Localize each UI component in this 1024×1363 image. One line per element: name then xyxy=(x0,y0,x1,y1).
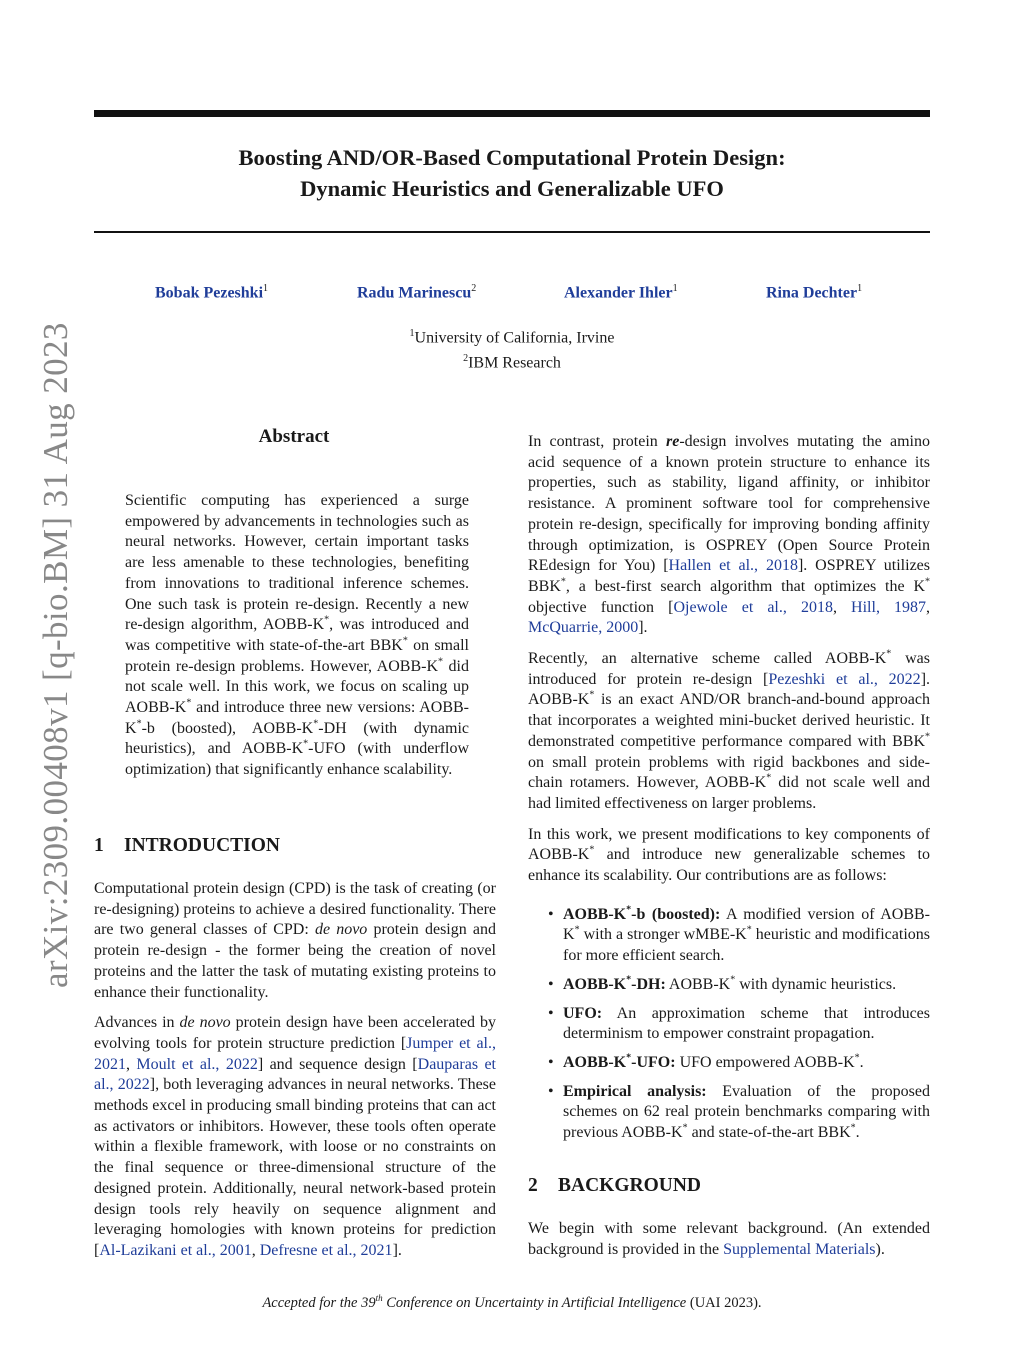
citation-al-lazikani[interactable]: Al-Lazikani et al., 2001 xyxy=(99,1241,252,1259)
intro-paragraph-1: Computational protein design (CPD) is the task of creating (or re-designing) proteins to achieve a desired functionality. There are two general classes of CPD: de novo protein design and protein re-design - the former being the creation of novel proteins and the latter the task of mutating existing proteins to enhance their functionality. xyxy=(94,880,497,1001)
author-dechter[interactable]: Rina Dechter$^1$ xyxy=(766,283,863,302)
author-ihler[interactable]: Alexander Ihler$^1$ xyxy=(564,283,678,302)
citation-hill[interactable]: Hill, 1987 xyxy=(851,598,927,616)
contributions-intro: In this work, we present modifications to key components of AOBB-K* and introduce new generalizable schemes to enhance its scalability. Our contributions are as follows: xyxy=(528,825,930,885)
citation-pezeshki[interactable]: Pezeshki et al., 2022 xyxy=(768,670,921,688)
affiliation-1: $^1$University of California, Irvine xyxy=(409,328,615,347)
author-pezeshki[interactable]: Bobak Pezeshki$^1$ xyxy=(155,283,269,302)
supplemental-materials-link[interactable]: Supplemental Materials xyxy=(723,1240,876,1258)
redesign-paragraph: In contrast, protein re-design involves mutating the amino acid sequence of a known protein structure to enhance its properties, such as stability, ligand affinity, or inhibitor resistance. A prominent software tool for comprehensive protein re-design, specifically for improving bonding affinity through optimization, is OSPREY (Open Source Protein REdesign for You) [Hallen et al., 2018]. OSPREY utilizes BBK*, a best-first search algorithm that optimizes the K* objective function [Ojewole et al., 2018, Hill, 1987, McQuarrie, 2000]. xyxy=(528,433,931,637)
conference-footer: Accepted for the 39th Conference on Uncertainty in Artificial Intelligence (UAI 2023). xyxy=(262,1293,762,1311)
abstract-body xyxy=(125,491,469,791)
arxiv-identifier: arXiv:2309.00408v1 [q-bio.BM] 31 Aug 2023 xyxy=(36,322,75,988)
abstract-text: Scientific computing has experienced a surge empowered by advancements in technologies such as neural networks. However, certain important tasks are less amenable to these technologies, benefiting from innovations to traditional inference schemes. One such task is protein re-design. Recently a new re-design algorithm, AOBB-K*, was introduced and was competitive with state-of-the-art BBK* on small protein re-design problems. However, AOBB-K* did not scale well. In this work, we focus on scaling up AOBB-K* and introduce three new versions: AOBB-K*-b (boosted), AOBB-K*-DH (with dynamic heuristics), and AOBB-K*-UFO (with underflow optimization) that significantly enhance scalability. xyxy=(125,492,469,779)
abstract-heading: Abstract xyxy=(258,426,330,447)
section-2-heading: 2 BACKGROUND xyxy=(528,1175,702,1196)
contribution-list xyxy=(528,905,930,1144)
paper-title xyxy=(94,142,930,204)
top-rule xyxy=(94,110,930,117)
citation-ojewole[interactable]: Ojewole et al., 2018 xyxy=(673,598,833,616)
background-paragraph: We begin with some relevant background. (An extended background is provided in the Supplemental Materials). xyxy=(528,1220,930,1258)
left-column-body xyxy=(94,879,496,1272)
author-marinescu[interactable]: Radu Marinescu$^2$ xyxy=(357,283,477,302)
contribution-item: • AOBB-K*-DH: AOBB-K* with dynamic heuristics. xyxy=(528,975,930,996)
aobbk-paragraph: Recently, an alternative scheme called AOBB-K* was introduced for protein re-design [Pezeshki et al., 2022]. AOBB-K* is an exact AND/OR branch-and-bound approach that incorporates a weighted mini-bucket derived heuristic. It demonstrated competitive performance compared with BBK* on small protein problems with rigid backbones and side-chain rotamers. However, AOBB-K* did not scale well and had limited effectiveness on larger problems. xyxy=(528,648,931,812)
citation-jumper[interactable]: Jumper et al., 2021 xyxy=(94,1034,496,1073)
citation-moult[interactable]: Moult et al., 2022 xyxy=(136,1055,258,1073)
background-body xyxy=(528,1219,930,1270)
affiliations xyxy=(0,323,1024,374)
title-line-2: Dynamic Heuristics and Generalizable UFO xyxy=(300,176,724,201)
contribution-item: • UFO: An approximation scheme that introduces determinism to empower constraint propagation. xyxy=(528,1004,930,1045)
citation-defresne[interactable]: Defresne et al., 2021 xyxy=(259,1241,393,1259)
contribution-item: • Empirical analysis: Evaluation of the proposed schemes on 62 real protein benchmarks comparing with previous AOBB-K* and state-of-the-art BBK*. xyxy=(528,1082,930,1144)
citation-dauparas[interactable]: Dauparas et al., 2022 xyxy=(94,1055,497,1094)
affiliation-2: $^2$IBM Research xyxy=(463,353,561,372)
title-line-1: Boosting AND/OR-Based Computational Protein Design: xyxy=(238,145,786,170)
right-column-body xyxy=(528,432,930,1152)
contribution-item: • AOBB-K*-b (boosted): A modified version of AOBB-K* with a stronger wMBE-K* heuristic and modifications for more efficient search. xyxy=(528,905,930,967)
citation-hallen[interactable]: Hallen et al., 2018 xyxy=(668,557,798,575)
title-rule xyxy=(94,231,930,233)
citation-mcquarrie[interactable]: McQuarrie, 2000 xyxy=(528,619,639,637)
intro-paragraph-2: Advances in de novo protein design have been accelerated by evolving tools for protein structure prediction [Jumper et al., 2021, Moult et al., 2022] and sequence design [Dauparas et al., 2022], both leveraging advances in neural networks. These methods excel in producing small binding proteins that can act as activators or inhibitors. However, these tools often operate within a flexible framework, with loose or no constraints on the final sequence or three-dimensional structure of the designed protein. Additionally, neural network-based protein design tools rely heavily on sequence alignment and leveraging homologies with known proteins for prediction [Al-Lazikani et al., 2001, Defresne et al., 2021]. xyxy=(94,1014,497,1259)
contribution-item: • AOBB-K*-UFO: UFO empowered AOBB-K*. xyxy=(528,1053,930,1074)
section-1-heading: 1 INTRODUCTION xyxy=(94,835,281,856)
author-list xyxy=(0,283,1024,307)
